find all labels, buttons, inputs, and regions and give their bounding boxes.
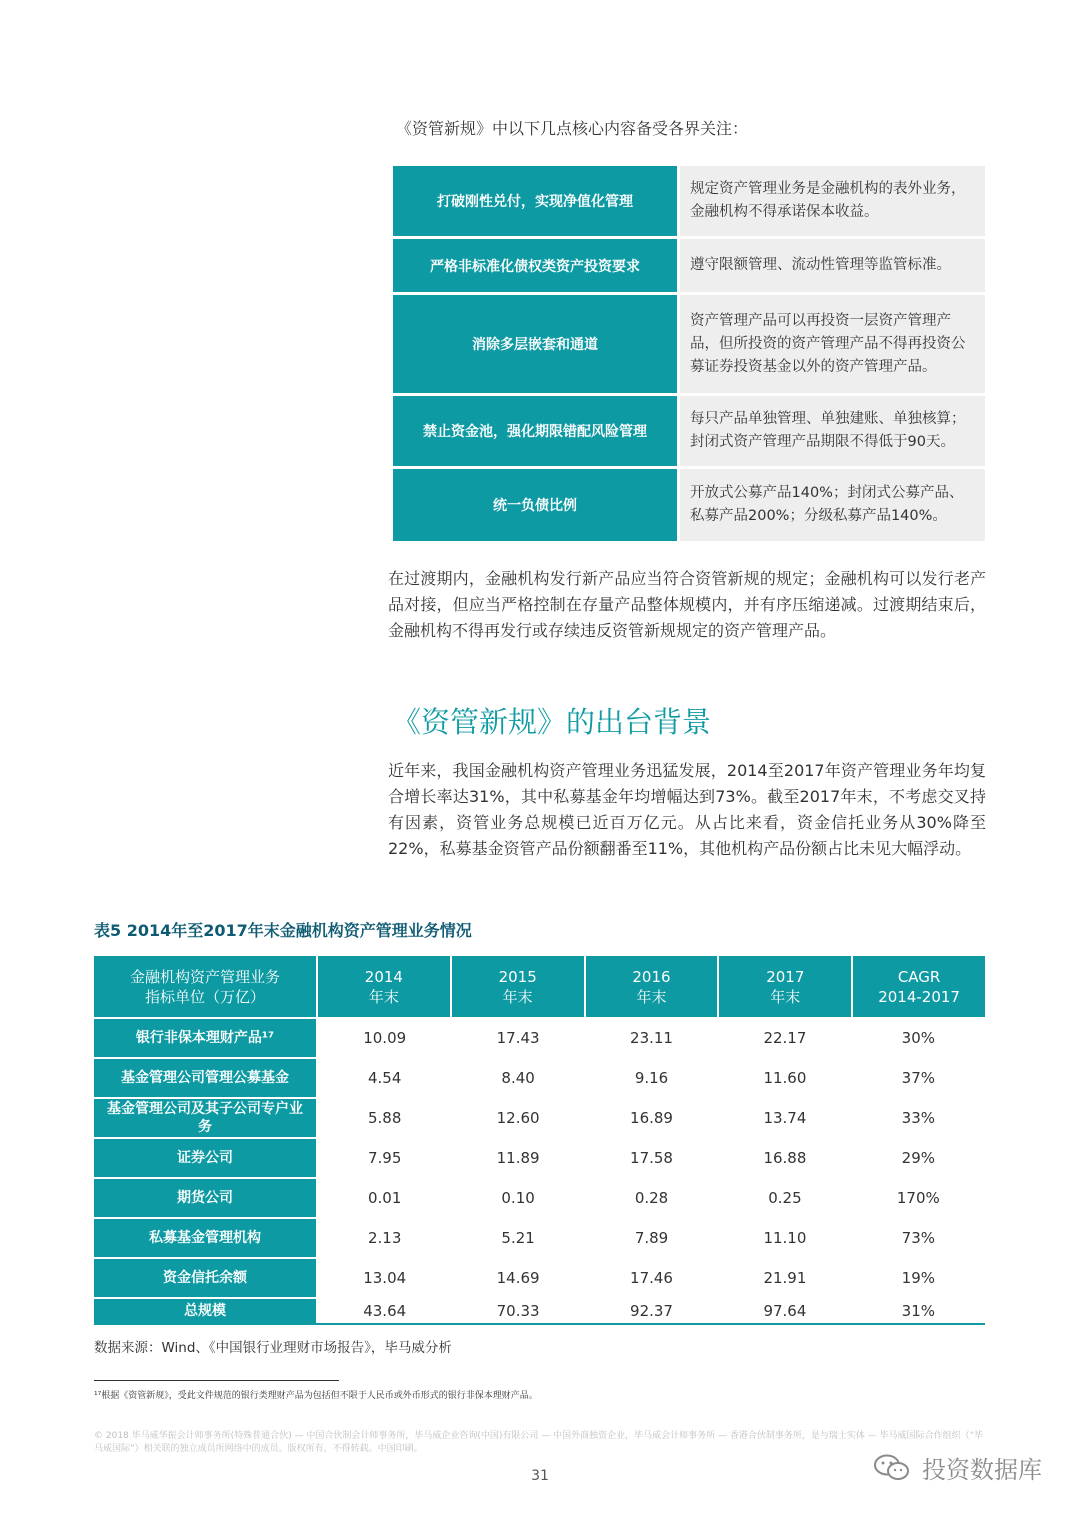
core-rule-row xyxy=(393,166,985,236)
table-row xyxy=(94,1179,985,1217)
table-cell: 33% xyxy=(901,1109,935,1127)
table-cell: 0.25 xyxy=(768,1189,802,1207)
table-row-label: 总规模 xyxy=(94,1299,316,1323)
table-row xyxy=(94,1019,985,1057)
table-cell: 0.28 xyxy=(634,1189,669,1207)
legal-notice: © 2018 毕马威华振会计师事务所(特殊普通合伙) — 中国合伙制会计师事务所，毕马威企业咨询(中国)有限公司 — 中国外商独资企业，毕马威会计师事务所 — 香港合伙制事务所，是与瑞士实体 — 毕马威国际合作组织（“毕马威国际”）相关联的独立成员所网络中的成员。版权所有，不得转载。中国印刷。 xyxy=(94,1431,984,1454)
table-cell: 5.21 xyxy=(501,1229,535,1247)
table-cell: 12.60 xyxy=(496,1109,540,1127)
table-row-label: 证券公司 xyxy=(94,1139,316,1177)
table-cell: 17.43 xyxy=(496,1029,540,1047)
table-row xyxy=(94,1099,985,1137)
table-cell: 31% xyxy=(901,1302,935,1320)
table-header-cell: 2016 年末 xyxy=(586,956,718,1017)
table-row-label: 期货公司 xyxy=(94,1179,316,1217)
table-body xyxy=(94,1019,985,1325)
core-rule-title: 统一负债比例 xyxy=(393,469,677,541)
table-cell: 7.95 xyxy=(368,1149,402,1167)
table-row-label: 私募基金管理机构 xyxy=(94,1219,316,1257)
core-rule-title: 严格非标准化债权类资产投资要求 xyxy=(393,239,677,292)
asset-management-table xyxy=(94,956,985,1325)
core-rule-title: 消除多层嵌套和通道 xyxy=(393,295,677,393)
core-rule-desc: 资产管理产品可以再投资一层资产管理产品，但所投资的资产管理产品不得再投资公募证券投资基金以外的资产管理产品。 xyxy=(680,295,985,393)
table-cell: 11.89 xyxy=(496,1149,540,1167)
table-header-row xyxy=(94,956,985,1017)
intro-text: 《资管新规》中以下几点核心内容备受各界关注： xyxy=(396,119,749,138)
watermark xyxy=(872,1450,1042,1485)
core-rule-row xyxy=(393,239,985,292)
table-cell: 10.09 xyxy=(363,1029,407,1047)
table-cell: 13.04 xyxy=(363,1269,407,1287)
transition-paragraph: 在过渡期内，金融机构发行新产品应当符合资管新规的规定；金融机构可以发行老产品对接，但应当严格控制在存量产品整体规模内，并有序压缩递减。过渡期结束后，金融机构不得再发行或存续违反资管新规规定的资产管理产品。 xyxy=(388,569,986,640)
core-rule-row xyxy=(393,469,985,541)
wechat-icon xyxy=(872,1453,912,1483)
table-row xyxy=(94,1139,985,1177)
core-rule-row xyxy=(393,295,985,393)
table-cell: 11.60 xyxy=(763,1069,807,1087)
core-rule-desc: 遵守限额管理、流动性管理等监管标准。 xyxy=(680,239,985,292)
data-source: 数据来源：Wind、《中国银行业理财市场报告》，毕马威分析 xyxy=(94,1340,452,1356)
table-cell: 16.89 xyxy=(630,1109,673,1127)
table-cell: 92.37 xyxy=(630,1302,673,1320)
table-cell: 9.16 xyxy=(634,1069,669,1087)
table-header-cell: 2017 年末 xyxy=(719,956,851,1017)
table-cell: 73% xyxy=(901,1229,935,1247)
core-rule-desc: 规定资产管理业务是金融机构的表外业务，金融机构不得承诺保本收益。 xyxy=(680,166,985,236)
table-row xyxy=(94,1219,985,1257)
table-cell: 43.64 xyxy=(363,1302,407,1320)
core-rule-desc: 每只产品单独管理、单独建账、单独核算；封闭式资产管理产品期限不得低于90天。 xyxy=(680,396,985,466)
table-row-label: 基金管理公司管理公募基金 xyxy=(94,1059,316,1097)
footnote: ¹⁷根据《资管新规》，受此文件规范的银行类理财产品为包括但不限于人民币或外币形式的银行非保本理财产品。 xyxy=(94,1391,538,1401)
table-cell: 22.17 xyxy=(763,1029,807,1047)
core-rule-title: 禁止资金池，强化期限错配风险管理 xyxy=(393,396,677,466)
core-rules-table xyxy=(393,166,985,544)
table-cell: 7.89 xyxy=(634,1229,669,1247)
table-cell: 70.33 xyxy=(496,1302,540,1320)
table-cell: 0.01 xyxy=(368,1189,402,1207)
table-row xyxy=(94,1059,985,1097)
table-cell: 0.10 xyxy=(501,1189,535,1207)
core-rule-desc: 开放式公募产品140%；封闭式公募产品、私募产品200%；分级私募产品140%。 xyxy=(680,469,985,541)
table-cell: 23.11 xyxy=(630,1029,673,1047)
watermark-text: 投资数据库 xyxy=(922,1456,1042,1484)
table-cell: 170% xyxy=(896,1189,940,1207)
table-title: 表5 2014年至2017年末金融机构资产管理业务情况 xyxy=(94,921,472,940)
footnote-divider xyxy=(94,1380,339,1381)
table-cell: 11.10 xyxy=(763,1229,807,1247)
table-cell: 37% xyxy=(901,1069,935,1087)
table-cell: 13.74 xyxy=(763,1109,807,1127)
table-header-cell: 2015 年末 xyxy=(452,956,584,1017)
table-cell: 30% xyxy=(901,1029,935,1047)
table-cell: 16.88 xyxy=(763,1149,807,1167)
table-header-cell: 金融机构资产管理业务 指标单位（万亿） xyxy=(94,956,316,1017)
table-cell: 19% xyxy=(901,1269,935,1287)
section-title: 《资管新规》的出台背景 xyxy=(392,705,712,739)
table-row-label: 银行非保本理财产品¹⁷ xyxy=(94,1019,316,1057)
table-cell: 8.40 xyxy=(501,1069,535,1087)
table-cell: 17.58 xyxy=(630,1149,673,1167)
page-number: 31 xyxy=(531,1468,549,1484)
core-rule-row xyxy=(393,396,985,466)
table-cell: 14.69 xyxy=(496,1269,540,1287)
table-row xyxy=(94,1259,985,1297)
table-cell: 29% xyxy=(901,1149,935,1167)
table-row xyxy=(94,1299,985,1325)
table-cell: 4.54 xyxy=(368,1069,402,1087)
table-cell: 97.64 xyxy=(763,1302,807,1320)
core-rule-title: 打破刚性兑付，实现净值化管理 xyxy=(393,166,677,236)
table-header-cell: CAGR 2014-2017 xyxy=(853,956,985,1017)
table-header-cell: 2014 年末 xyxy=(318,956,450,1017)
table-cell: 21.91 xyxy=(763,1269,807,1287)
table-row-label: 资金信托余额 xyxy=(94,1259,316,1297)
table-row-label: 基金管理公司及其子公司专户业务 xyxy=(94,1099,316,1137)
background-paragraph: 近年来，我国金融机构资产管理业务迅猛发展，2014至2017年资产管理业务年均复合增长率达31%，其中私募基金年均增幅达到73%。截至2017年末，不考虑交叉持有因素，资管业务总规模已近百万亿元。从占比来看，资金信托业务从30%降至22%，私募基金资管产品份额翻番至11%，其他机构产品份额占比未见大幅浮动。 xyxy=(388,761,986,858)
table-cell: 5.88 xyxy=(368,1109,402,1127)
table-cell: 17.46 xyxy=(630,1269,673,1287)
table-cell: 2.13 xyxy=(368,1229,402,1247)
